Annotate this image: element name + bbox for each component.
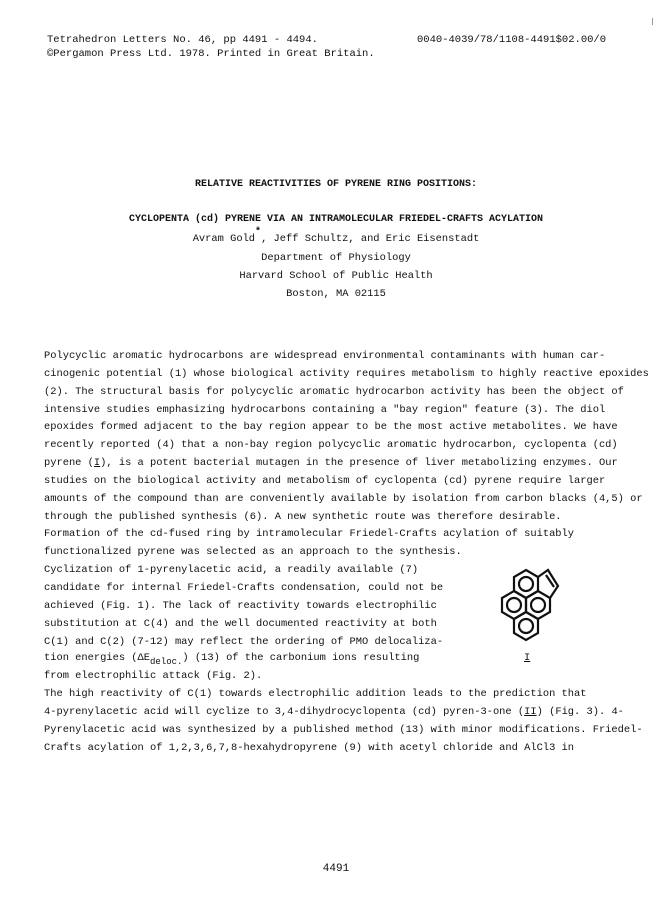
text-run: ) (Fig. 3). 4- bbox=[536, 706, 624, 718]
body-line: Cyclization of 1-pyrenylacetic acid, a readily available (7) bbox=[44, 564, 419, 576]
body-line: candidate for internal Friedel-Crafts condensation, could not be bbox=[44, 582, 444, 594]
subscript: deloc. bbox=[150, 657, 183, 667]
structure-svg bbox=[486, 558, 606, 668]
body-line: functionalized pyrene was selected as an approach to the synthesis. bbox=[44, 546, 462, 558]
text-run: ) (13) of the carbonium ions resulting bbox=[182, 652, 420, 664]
margin-mark bbox=[652, 18, 653, 25]
body-line: The high reactivity of C(1) towards electrophilic addition leads to the prediction that bbox=[44, 688, 587, 700]
affiliation-dept: Department of Physiology bbox=[261, 252, 411, 264]
body-line: Polycyclic aromatic hydrocarbons are widespread environmental contaminants with human car- bbox=[44, 350, 606, 362]
body-line: cinogenic potential (1) whose biological activity requires metabolism to highly reactive epoxides bbox=[44, 368, 649, 380]
text-run: ), is a potent bacterial mutagen in the presence of liver metabolizing enzymes. Our bbox=[100, 457, 618, 469]
body-line: Crafts acylation of 1,2,3,6,7,8-hexahydropyrene (9) with acetyl chloride and AlCl3 in bbox=[44, 742, 575, 754]
body-line: substitution at C(4) and the well documented reactivity at both bbox=[44, 618, 437, 630]
affiliation-city: Boston, MA 02115 bbox=[286, 288, 386, 300]
body-line: Formation of the cd-fused ring by intramolecular Friedel-Crafts acylation of suitably bbox=[44, 528, 575, 540]
corresponding-author-star: * bbox=[255, 227, 262, 238]
authors bbox=[0, 227, 672, 245]
body-line bbox=[44, 651, 419, 665]
aromatic-circle bbox=[519, 619, 533, 633]
body-line: studies on the biological activity and metabolism of cyclopenta (cd) pyrene require larger bbox=[44, 475, 606, 487]
aromatic-circle bbox=[519, 577, 533, 591]
journal-citation: Tetrahedron Letters No. 46, pp 4491 - 4494. bbox=[47, 34, 318, 46]
body-line bbox=[44, 456, 618, 470]
author-rest: , Jeff Schultz, and Eric Eisenstadt bbox=[261, 233, 480, 245]
cyclopenta-pyrene-structure bbox=[486, 558, 606, 673]
compound-ref: II bbox=[524, 706, 537, 718]
ring-bottom bbox=[514, 612, 538, 640]
title-line-1: RELATIVE REACTIVITIES OF PYRENE RING POSITIONS: bbox=[194, 179, 478, 190]
body-line: recently reported (4) that a non-bay region polycyclic aromatic hydrocarbon, cyclopenta (cd) bbox=[44, 439, 618, 451]
body-line: C(1) and C(2) (7-12) may reflect the ordering of PMO delocaliza- bbox=[44, 636, 444, 648]
page-number: 4491 bbox=[322, 863, 350, 875]
text-run: tion energies (ΔE bbox=[44, 652, 151, 664]
body-line: through the published synthesis (6). A new synthetic route was therefore desirable. bbox=[44, 511, 562, 523]
body-line: epoxides formed adjacent to the bay region appear to be the most active metabolites. We have bbox=[44, 421, 618, 433]
body-line: from electrophilic attack (Fig. 2). bbox=[44, 670, 263, 682]
aromatic-circle bbox=[531, 598, 545, 612]
affiliation-school: Harvard School of Public Health bbox=[239, 270, 433, 282]
aromatic-circle bbox=[507, 598, 521, 612]
publisher-line: ©Pergamon Press Ltd. 1978. Printed in Great Britain. bbox=[47, 48, 375, 60]
body-line: achieved (Fig. 1). The lack of reactivity towards electrophilic bbox=[44, 600, 437, 612]
text-run: pyrene ( bbox=[44, 457, 94, 469]
body-line bbox=[44, 705, 624, 719]
author-first: Avram Gold bbox=[192, 233, 256, 245]
body-line: amounts of the compound than are conveniently available by isolation from carbon blacks (4,5) or bbox=[44, 493, 643, 505]
structure-label: I bbox=[524, 652, 531, 664]
article-code: 0040-4039/78/1108-4491$02.00/0 bbox=[417, 34, 607, 46]
body-line: intensive studies emphasizing hydrocarbons containing a "bay region" feature (3). The diol bbox=[44, 404, 606, 416]
title-line-2: CYCLOPENTA (cd) PYRENE VIA AN INTRAMOLECULAR FRIEDEL-CRAFTS ACYLATION bbox=[128, 214, 544, 225]
text-run: 4-pyrenylacetic acid will cyclize to 3,4-dihydrocyclopenta (cd) pyren-3-one ( bbox=[44, 706, 525, 718]
compound-ref: I bbox=[93, 457, 101, 469]
body-line: Pyrenylacetic acid was synthesized by a published method (13) with minor modifications. Friedel- bbox=[44, 724, 643, 736]
body-line: (2). The structural basis for polycyclic aromatic hydrocarbon activity has been the object of bbox=[44, 386, 624, 398]
